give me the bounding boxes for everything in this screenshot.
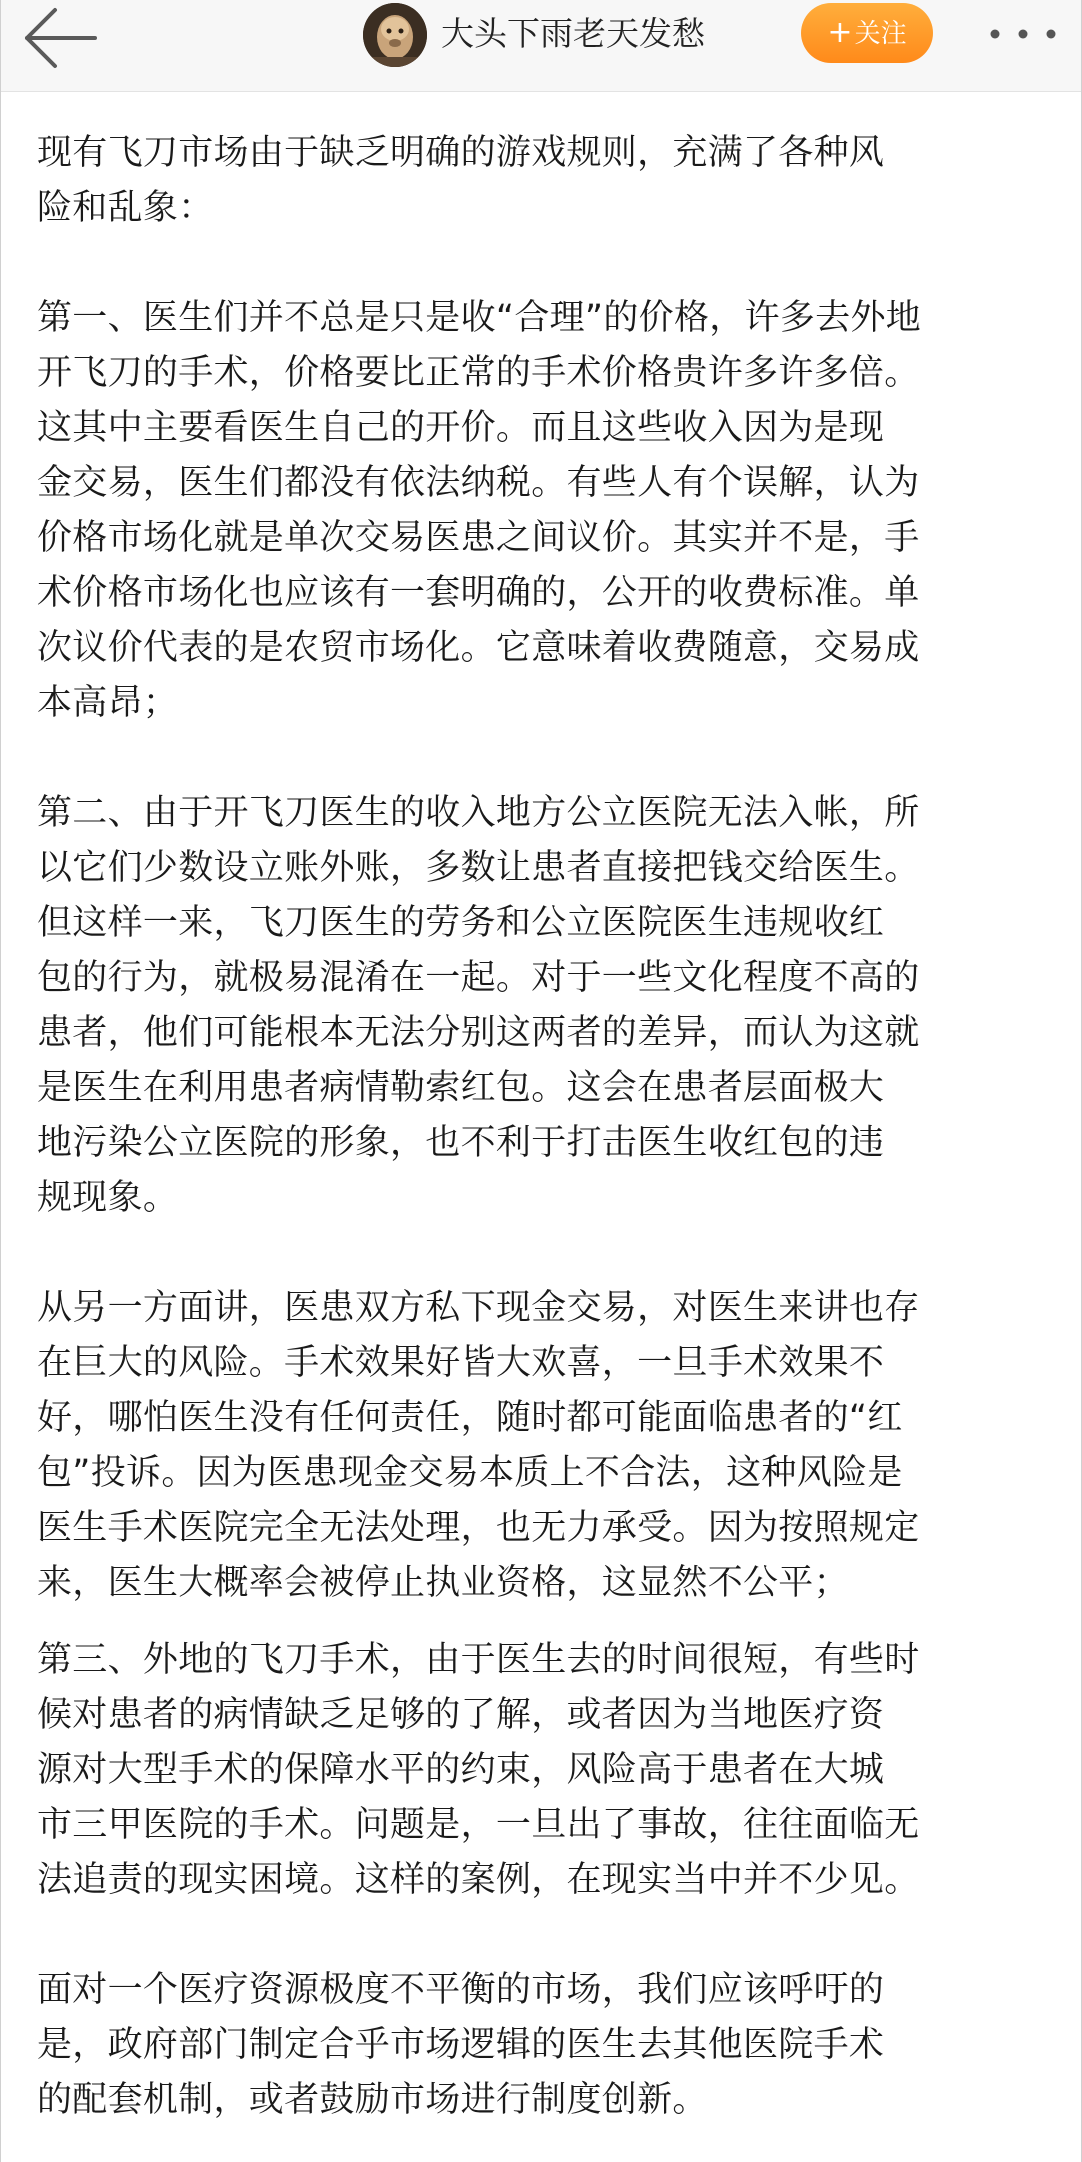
more-button[interactable] — [983, 14, 1063, 54]
username[interactable]: 大头下雨老天发愁 — [441, 14, 705, 53]
paragraph: 第三、外地的飞刀手术，由于医生去的时间很短，有些时 候对患者的病情缺乏足够的了解，或者因为当地医疗资 源对大型手术的保障水平的约束，风险高于患者在大城 市三甲医院的手术。问题是，一旦出了事故，往往面临无 法追责的现实困境。这样的案例，在现实当中并不少见。 — [37, 1640, 920, 1900]
article-body — [37, 126, 1047, 2128]
paragraph: 从另一方面讲，医患双方私下现金交易，对医生来讲也存 在巨大的风险。手术效果好皆大欢喜，一旦手术效果不 好，哪怕医生没有任何责任，随时都可能面临患者的“红 包”投诉。因为医患现金交易本质上不合法，这种风险是 医生手术医院完全无法处理，也无力承受。因为按照规定 来，医生大概率会被停止执业资格，这显然不公平； — [37, 1288, 920, 1603]
paragraph: 现有飞刀市场由于缺乏明确的游戏规则，充满了各种风 险和乱象： — [37, 133, 885, 228]
arrow-left-icon — [19, 6, 103, 70]
plus-icon: + — [827, 15, 853, 50]
user-avatar[interactable] — [363, 3, 427, 67]
paragraph: 面对一个医疗资源极度不平衡的市场，我们应该呼吁的 是，政府部门制定合乎市场逻辑的医生去其他医院手术 的配套机制，或者鼓励市场进行制度创新。 — [37, 1970, 885, 2120]
paragraph: 第一、医生们并不总是只是收“合理”的价格，许多去外地 开飞刀的手术，价格要比正常的手术价格贵许多许多倍。 这其中主要看医生自己的开价。而且这些收入因为是现 金交易，医生们都没有依法纳税。有些人有个误解，认为 价格市场化就是单次交易医患之间议价。其实并不是，手 术价格市场化也应该有一套明确的，公开的收费标准。单 次议价代表的是农贸市场化。它意味着收费随意，交易成 本高昂； — [37, 298, 922, 723]
top-bar — [1, 0, 1081, 92]
paragraph: 第二、由于开飞刀医生的收入地方公立医院无法入帐，所 以它们少数设立账外账，多数让患者直接把钱交给医生。 但这样一来，飞刀医生的劳务和公立医院医生违规收红 包的行为，就极易混淆在一起。对于一些文化程度不高的 患者，他们可能根本无法分别这两者的差异，而认为这就 是医生在利用患者病情勒索红包。这会在患者层面极大 地污染公立医院的形象，也不利于打击医生收红包的违 规现象。 — [37, 793, 920, 1218]
avatar-image-icon — [363, 3, 427, 67]
back-button[interactable] — [19, 6, 103, 70]
more-dots-icon — [983, 14, 1063, 54]
follow-label: 关注 — [854, 19, 907, 49]
follow-button[interactable] — [801, 3, 933, 63]
